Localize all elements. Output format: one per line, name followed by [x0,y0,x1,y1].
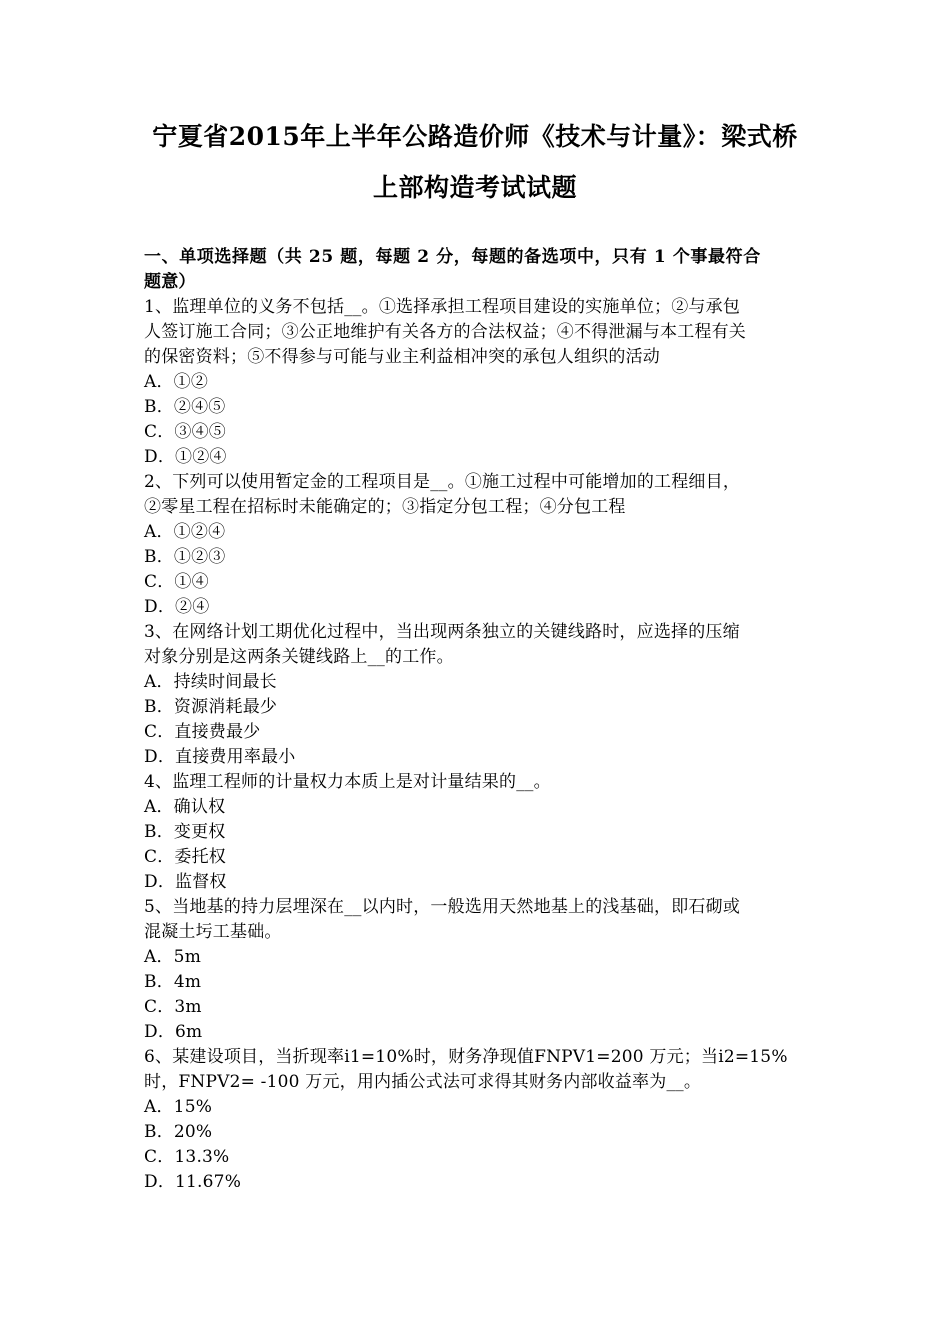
question-3-option-b: B．资源消耗最少 [144,697,278,717]
question-4-text: 4、监理工程师的计量权力本质上是对计量结果的__。 [144,772,551,792]
question-1-option-d: D．①②④ [144,447,227,467]
question-1-text: 1、监理单位的义务不包括__。①选择承担工程项目建设的实施单位；②与承包 [144,297,741,317]
question-6-text: 时，FNPV2= -100 万元，用内插公式法可求得其财务内部收益率为__。 [144,1072,702,1092]
question-2-option-d: D．②④ [144,597,210,617]
question-4-option-a: A．确认权 [144,797,226,817]
section-heading-line-1: 一、单项选择题（共 25 题，每题 2 分，每题的备选项中，只有 1 个事最符合 [144,247,761,267]
question-1-option-a: A．①② [144,372,209,392]
question-2-option-b: B．①②③ [144,547,226,567]
question-1-text: 人签订施工合同；③公正地维护有关各方的合法权益；④不得泄漏与本工程有关 [144,322,746,342]
question-4-option-b: B．变更权 [144,822,226,842]
question-5-option-b: B．4m [144,972,202,992]
question-1-option-b: B．②④⑤ [144,397,226,417]
document-title-line-1: 宁夏省2015年上半年公路造价师《技术与计量》：梁式桥 [152,122,798,151]
question-6-option-d: D．11.67% [144,1172,242,1192]
question-2-option-c: C．①④ [144,572,209,592]
question-3-option-c: C．直接费最少 [144,722,261,742]
question-5-option-c: C．3m [144,997,202,1017]
question-5-option-a: A．5m [144,947,202,967]
question-3-option-d: D．直接费用率最小 [144,747,296,767]
question-4-option-c: C．委托权 [144,847,227,867]
question-3-option-a: A．持续时间最长 [144,672,277,692]
question-6-text: 6、某建设项目，当折现率i1=10%时，财务净现值FNPV1=200 万元；当i2=15% [144,1047,788,1067]
section-heading-line-2: 题意） [144,272,196,292]
question-3-text: 3、在网络计划工期优化过程中，当出现两条独立的关键线路时，应选择的压缩 [144,622,740,642]
question-2-option-a: A．①②④ [144,522,226,542]
question-2-text: ②零星工程在招标时未能确定的；③指定分包工程；④分包工程 [144,497,626,517]
question-5-text: 5、当地基的持力层埋深在__以内时，一般选用天然地基上的浅基础，即石砌或 [144,897,741,917]
question-5-option-d: D．6m [144,1022,203,1042]
question-3-text: 对象分别是这两条关键线路上__的工作。 [144,647,454,667]
document-title-line-2: 上部构造考试试题 [372,173,577,202]
question-5-text: 混凝土圬工基础。 [144,922,282,942]
document-body [144,245,810,1195]
question-6-option-a: A．15% [144,1097,213,1117]
question-6-option-b: B．20% [144,1122,213,1142]
question-1-text: 的保密资料；⑤不得参与可能与业主利益相冲突的承包人组织的活动 [144,347,660,367]
question-4-option-d: D．监督权 [144,872,227,892]
question-2-text: 2、下列可以使用暂定金的工程项目是__。①施工过程中可能增加的工程细目， [144,472,741,492]
question-1-option-c: C．③④⑤ [144,422,227,442]
question-6-option-c: C．13.3% [144,1147,230,1167]
